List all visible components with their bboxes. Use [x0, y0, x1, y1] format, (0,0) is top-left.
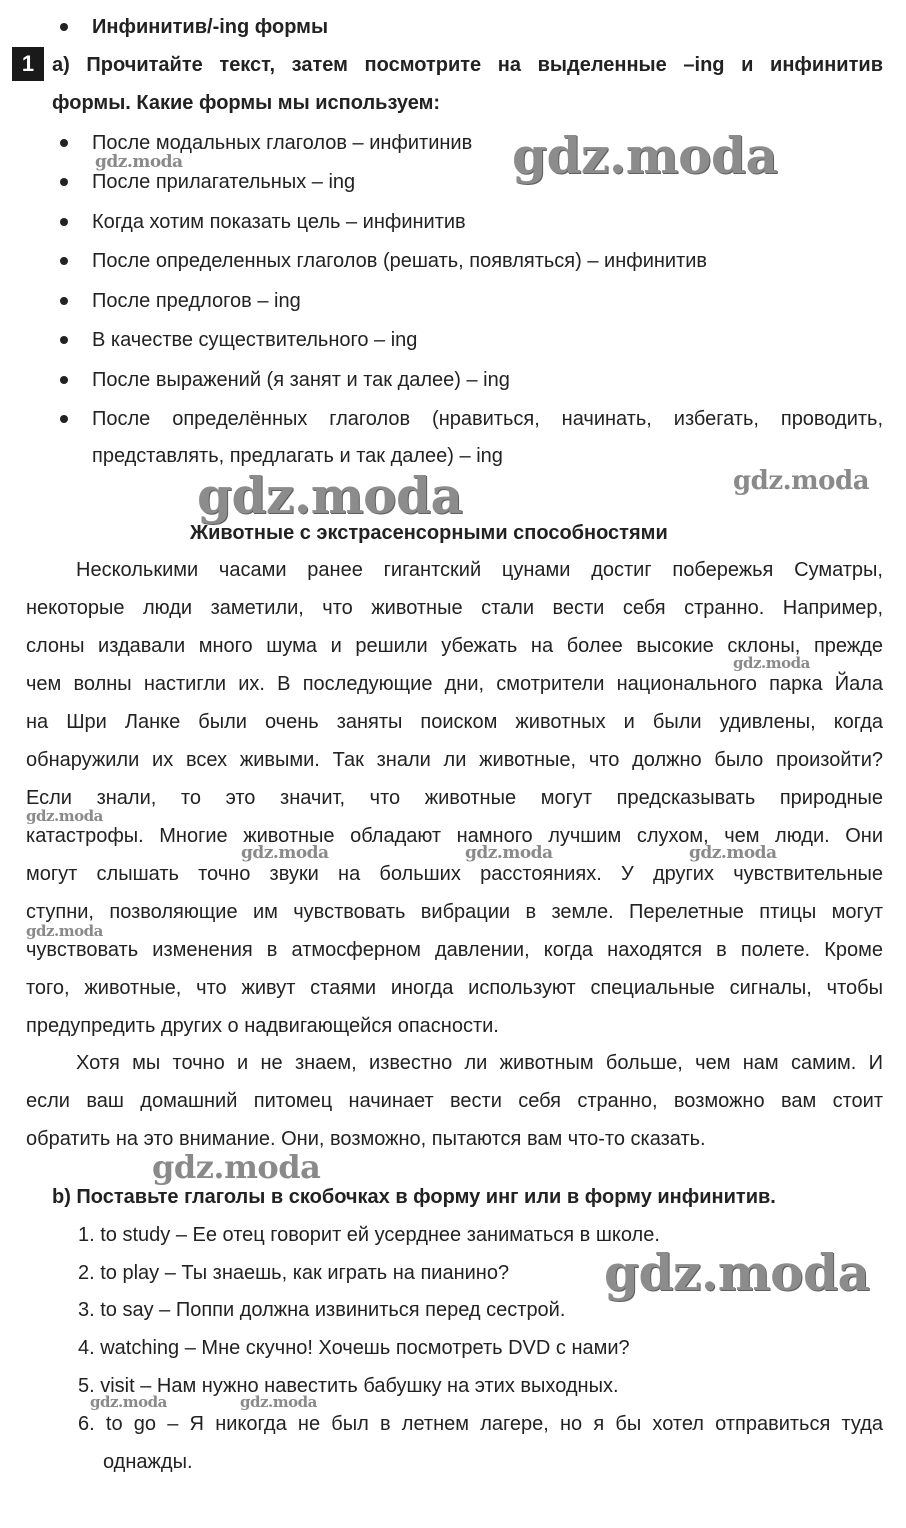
watermark-logo: gdz.moda [26, 922, 103, 940]
rule-item: После модальных глаголов – инфитинив [92, 132, 473, 154]
watermark-logo: gdz.moda [512, 126, 778, 185]
bullet-icon [60, 139, 68, 147]
bullet-icon [60, 257, 68, 265]
text-line: могут слышать точно звуки на больших расстояниях. У других чувствительные [26, 863, 883, 885]
bullet-icon [60, 218, 68, 226]
text-line: предупредить других о надвигающейся опасности. [26, 1015, 499, 1037]
text-line: того, животные, что живут стаями иногда используют специальные сигналы, чтобы [26, 977, 883, 999]
text-line: Хотя мы точно и не знаем, известно ли животным больше, чем нам самим. И [76, 1052, 883, 1074]
answer-item: 6. to go – Я никогда не был в летнем лагере, но я бы хотел отправиться туда [78, 1413, 883, 1435]
task-a-instruction-line2: формы. Какие формы мы используем: [52, 92, 441, 114]
bullet-icon [60, 297, 68, 305]
watermark-logo: gdz.moda [689, 843, 777, 863]
watermark-logo: gdz.moda [465, 843, 553, 863]
answer-item: 4. watching – Мне скучно! Хочешь посмотреть DVD с нами? [78, 1337, 630, 1359]
text-line: слоны издавали много шума и решили убежать на более высокие склоны, прежде [26, 635, 883, 657]
text-line: обратить на это внимание. Они, возможно, пытаются вам что-то сказать. [26, 1128, 706, 1150]
task-b-instruction: b) Поставьте глаголы в скобочках в форму инг или в форму инфинитив. [52, 1186, 776, 1208]
text-line: обнаружили их всех живыми. Так знали ли животные, что должно было произойти? [26, 749, 883, 771]
rule-item-continuation: представлять, предлагать и так далее) – ing [92, 445, 503, 467]
watermark-logo: gdz.moda [604, 1243, 870, 1302]
bullet-icon [60, 23, 68, 31]
text-line: Несколькими часами ранее гигантский цунами достиг побережья Суматры, [76, 559, 883, 581]
rule-item: Когда хотим показать цель – инфинитив [92, 211, 466, 233]
watermark-logo: gdz.moda [152, 1148, 321, 1186]
text-line: некоторые люди заметили, что животные стали вести себя странно. Например, [26, 597, 883, 619]
text-title: Животные с экстрасенсорными способностями [190, 522, 668, 544]
watermark-logo: gdz.moda [197, 466, 463, 525]
bullet-icon [60, 178, 68, 186]
watermark-logo: gdz.moda [733, 654, 810, 672]
watermark-logo: gdz.moda [95, 152, 183, 172]
text-line: Если знали, то это значит, что животные могут предсказывать природные [26, 787, 883, 809]
bullet-icon [60, 415, 68, 423]
rule-item: После определенных глаголов (решать, появляться) – инфинитив [92, 250, 708, 272]
rule-item: После определённых глаголов (нравиться, начинать, избегать, проводить, [92, 408, 883, 430]
paragraph-1 [26, 551, 883, 1045]
answer-item: 2. to play – Ты знаешь, как играть на пианино? [78, 1262, 510, 1284]
watermark-logo: gdz.moda [241, 843, 329, 863]
watermark-logo: gdz.moda [733, 466, 870, 496]
exercise-number-badge: 1 [12, 47, 44, 81]
rule-item: После прилагательных – ing [92, 171, 356, 193]
section-title: Инфинитив/-ing формы [92, 16, 329, 38]
watermark-logo: gdz.moda [90, 1393, 167, 1411]
text-line: чем волны настигли их. В последующие дни, смотрители национального парка Йала [26, 673, 883, 695]
text-line: на Шри Ланке были очень заняты поиском животных и были удивлены, когда [26, 711, 883, 733]
paragraph-2 [26, 1044, 883, 1158]
text-line: если ваш домашний питомец начинает вести себя странно, возможно вам стоит [26, 1090, 883, 1112]
text-line: чувствовать изменения в атмосферном давлении, когда находятся в полете. Кроме [26, 939, 883, 961]
rule-item: В качестве существительного – ing [92, 329, 418, 351]
bullet-icon [60, 376, 68, 384]
rule-item: После выражений (я занят и так далее) – ing [92, 369, 510, 391]
rule-item: После предлогов – ing [92, 290, 301, 312]
answer-item: 3. to say – Поппи должна извиниться перед сестрой. [78, 1299, 566, 1321]
text-line: катастрофы. Многие животные обладают намного лучшим слухом, чем люди. Они [26, 825, 883, 847]
answer-item: 1. to study – Ее отец говорит ей усерднее заниматься в школе. [78, 1224, 660, 1246]
text-line: ступни, позволяющие им чувствовать вибрации в земле. Перелетные птицы могут [26, 901, 883, 923]
answer-item-continuation: однажды. [103, 1451, 193, 1473]
bullet-icon [60, 336, 68, 344]
watermark-logo: gdz.moda [240, 1393, 317, 1411]
task-a-instruction-line1: a) Прочитайте текст, затем посмотрите на выделенные –ing и инфинитив [52, 54, 883, 76]
answer-item: 5. visit – Нам нужно навестить бабушку на этих выходных. [78, 1375, 619, 1397]
watermark-logo: gdz.moda [26, 807, 103, 825]
